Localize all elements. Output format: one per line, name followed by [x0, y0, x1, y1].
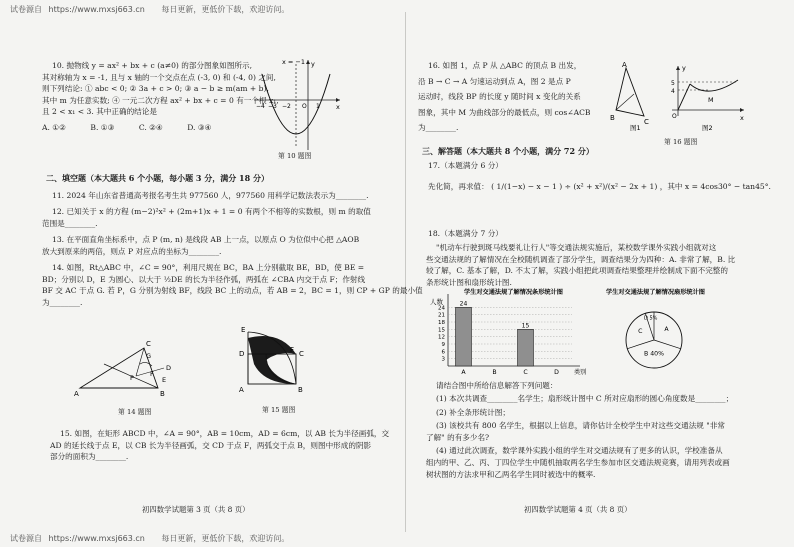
q10-line-3: 则下列结论: ① abc < 0; ② 3a + c > 0; ③ a − b ≥ m(am + b),	[42, 84, 269, 94]
right-page	[406, 0, 794, 547]
q16-line-5: 为________.	[418, 123, 459, 133]
q16-line-1: 16. 如图 1，点 P 从 △ABC 的顶点 B 出发，	[428, 61, 582, 70]
q12-line-2: 范围是________.	[42, 218, 98, 228]
site-label: 试卷源自	[10, 5, 42, 14]
q14-line-4: 为________.	[42, 297, 83, 307]
bar-chart-xtick-b: B	[492, 369, 497, 376]
q10-x-arrow	[336, 98, 340, 102]
q16-line-3: 运动时，线段 BP 的长度 y 随时间 x 变化的关系	[418, 92, 581, 102]
fig16-caption: 第 16 题图	[664, 138, 698, 146]
fig16-segment-bp	[616, 94, 634, 110]
q18-sub-3b: 了解" 的有多少名?	[426, 432, 490, 442]
q10-y-arrow	[306, 60, 310, 64]
q10-line-1: 10. 抛物线 y = ax² + bx + c (a≠0) 的部分图象如图所示,	[52, 61, 253, 70]
fig16-curve	[690, 80, 738, 91]
bar-chart-ytick-1: 6	[441, 349, 445, 356]
section-3-title: 三、解答题（本大题共 8 个小题，满分 72 分）	[422, 146, 594, 156]
question-16	[418, 60, 591, 134]
question-14	[42, 262, 423, 308]
bar-chart-ytick-6: 21	[438, 312, 445, 319]
fig15-label-c: C	[299, 350, 304, 358]
q18-subquestions	[426, 393, 734, 480]
q14-line-2: BD；分别以 D，E 为圆心、以大于 ½DE 的长为半径作弧，两弧在 ∠CBA 内交于点 F；作射线	[42, 274, 366, 284]
q10-options	[42, 122, 279, 134]
q18-sub-4c: 树状图的方法求甲和乙两名学生同时被选中的概率.	[426, 469, 596, 479]
q18-prompt: 请结合图中所给信息解答下列问题：	[436, 381, 558, 390]
pie-chart-label-c: C	[638, 328, 643, 336]
bar-chart-ytick-2: 9	[441, 342, 445, 348]
q18-line-2: 些交通法规的了解情况在全校随机调查了部分学生，调查结果分为四种：A. 非常了解，B. 比	[426, 254, 736, 264]
pie-chart-label-d: D 5%	[644, 315, 658, 322]
fig15-caption: 第 15 题图	[262, 406, 296, 414]
bar-chart-ytick-4: 15	[438, 327, 445, 334]
q18-label: 18.（本题满分 7 分）	[428, 229, 503, 238]
fig16-point-m: M	[708, 96, 714, 104]
fig14-label-e: E	[162, 376, 167, 384]
q18-sub-1: (1) 本次共调查________名学生；扇形统计图中 C 所对应扇形的圆心角度数是________；	[436, 394, 734, 403]
q10-parabola-graph	[252, 54, 344, 152]
q14-line-3: BF 交 AC 于点 G. 若 P，G 分别为射线 BF，线段 BC 上的动点，若 AB = 2，BC = 1，则 CP + GP 的最小值	[42, 286, 423, 296]
q18-line-4: 条形统计图和扇形统计图.	[426, 277, 512, 287]
q17-condition: ，其中 x = 4cos30° − tan45°.	[659, 182, 771, 191]
fig16-line-segment	[678, 84, 690, 110]
q15-line-3: 部分的面积为________.	[50, 452, 129, 462]
fig15-label-e: E	[241, 326, 246, 334]
q10-option-a[interactable]: A. ①②	[42, 122, 66, 132]
q10-tick-neg2: −2	[282, 103, 291, 110]
figure-16	[610, 60, 750, 132]
fig16-triangle-abc	[616, 68, 644, 116]
site-url[interactable]: https://www.mxsj663.cn	[48, 5, 145, 14]
q10-origin-label: O	[302, 103, 307, 110]
q10-axis-label: x = −1	[282, 58, 306, 66]
fig16-tick-5: 5	[671, 80, 675, 87]
q14-line-1: 14. 如图，Rt△ABC 中，∠C = 90°，利用尺规在 BC，BA 上分别截取 BE，BD，使 BE =	[52, 263, 365, 272]
fig16-x-label: x	[740, 114, 744, 122]
footer-site-url[interactable]: https://www.mxsj663.cn	[48, 534, 145, 543]
bar-chart-bar-c	[518, 329, 534, 366]
q10-option-c[interactable]: C. ②④	[138, 122, 163, 132]
q15-line-1: 15. 如图，在矩形 ABCD 中，∠A = 90°，AB = 10cm，AD = 6cm，以 AB 长为半径画弧，交	[60, 429, 390, 438]
right-page-footer: 初四数学试题第 4 页（共 8 页）	[524, 505, 632, 514]
q13-line-1: 13. 在平面直角坐标系中，点 P (m, n) 是线段 AB 上一点，以原点 O 为位似中心把 △AOB	[52, 235, 360, 244]
fig14-caption: 第 14 题图	[118, 408, 152, 416]
q17-prefix: 先化简，再求值：	[428, 182, 489, 191]
fig14-label-a: A	[74, 390, 79, 398]
fig16-tick-4: 4	[671, 88, 675, 95]
bar-chart-value-c: 15	[521, 322, 530, 330]
q18-sub-4: (4) 通过此次调查，数学课外实践小组的学生对交通法规有了更多的认识，学校准备从	[436, 446, 723, 456]
fig15-label-d: D	[239, 350, 245, 358]
q18-pie-chart	[602, 286, 722, 378]
q18-line-1: "机动车行驶到斑马线要礼让行人"等交通法规实施后，某校数学课外实践小组就对这	[436, 243, 717, 252]
bar-chart-xtick-d: D	[554, 369, 559, 376]
fig15-label-b: B	[298, 386, 303, 394]
site-slogan: 每日更新，更低价下载，欢迎访问。	[161, 5, 290, 14]
q12-line-1: 12. 已知关于 x 的方程 (m−2)²x² + (2m+1)x + 1 = 0 有两个不相等的实数根，则 m 的取值	[52, 207, 371, 216]
q17-label: 17.（本题满分 6 分）	[428, 161, 503, 170]
pie-chart-label-a: A	[664, 325, 669, 333]
fig16-label-b: B	[610, 114, 615, 122]
q18-sub-4b: 组内的甲、乙、丙、丁四位学生中随机抽取两名学生参加市区交通法规竞赛，请用列表或画	[426, 457, 730, 467]
bar-chart-ytick-0: 3	[441, 356, 445, 363]
bar-chart-bar-a	[456, 307, 472, 366]
footer-site-label: 试卷源自	[10, 534, 42, 543]
fig14-label-c: C	[146, 340, 151, 348]
q18-bar-chart	[420, 286, 590, 378]
fig16-fig2-caption: 图2	[702, 124, 713, 132]
fig16-y-arrow	[676, 66, 680, 70]
pie-chart-label-b: B 40%	[644, 350, 664, 358]
fig16-label-a: A	[622, 61, 627, 69]
bar-chart-ytick-3: 12	[438, 334, 445, 341]
q10-x-label: x	[336, 103, 340, 111]
bar-chart-title: 学生对交通法规了解情况条形统计图	[464, 289, 563, 296]
q10-option-b[interactable]: B. ①③	[90, 122, 115, 132]
q18-intro	[426, 242, 736, 288]
fig16-label-c: C	[644, 118, 649, 126]
q13-line-2: 放大到原来的两倍，则点 P 对应点的坐标为________.	[42, 246, 222, 256]
fig15-label-a: A	[239, 386, 244, 394]
fig15-label-f: F	[290, 346, 295, 354]
question-13	[42, 234, 360, 257]
question-11: 11. 2024 年山东省普通高考报名考生共 977560 人，977560 用科学记数法表示为________.	[52, 191, 369, 200]
bar-chart-xtick-c: C	[523, 369, 528, 376]
q18-sub-2: (2) 补全条形统计图；	[436, 407, 510, 417]
q10-line-5: 且 2 < x₁ < 3. 其中正确的结论是	[42, 107, 157, 117]
fig14-label-g: G	[146, 352, 152, 360]
fig16-origin: O	[672, 113, 677, 120]
question-10	[42, 60, 279, 134]
left-page-footer: 初四数学试题第 3 页（共 8 页）	[142, 505, 250, 514]
bar-chart-ytick-7: 24	[438, 305, 445, 312]
question-15	[50, 428, 390, 463]
pie-chart-title: 学生对交通法规了解情况扇形统计图	[606, 289, 705, 296]
figure-14	[74, 336, 194, 398]
fig16-y-label: y	[682, 64, 686, 72]
q10-tick-1: 1	[316, 103, 320, 110]
q18-line-3: 较了解，C. 基本了解，D. 不太了解，实践小组把此项调查结果整理并绘制成下面不完整的	[426, 266, 728, 276]
fig14-label-p: P	[130, 374, 134, 382]
footer-slogan: 每日更新，更低价下载，欢迎访问。	[161, 534, 290, 543]
q10-option-d[interactable]: D. ③④	[187, 122, 212, 132]
pie-chart-divider-2	[627, 340, 654, 349]
q10-tick-neg3: −3	[268, 103, 277, 110]
q10-tick-neg4: −4	[256, 103, 265, 110]
fig16-fig1-caption: 图1	[630, 124, 641, 132]
fig16-x-arrow	[740, 108, 744, 112]
q16-line-4: 图象，其中 M 为曲线部分的最低点，则 cos∠ACB	[418, 107, 591, 117]
figure-15	[236, 324, 316, 394]
q10-y-label: y	[311, 60, 315, 68]
question-12	[42, 206, 371, 229]
fig14-label-f: F	[150, 370, 154, 378]
fig14-label-d: D	[166, 364, 172, 372]
bar-chart-ylabel: 人数	[430, 298, 443, 306]
q10-line-2: 其对称轴为 x = -1, 且与 x 轴的一个交点在点 (-3, 0) 和 (-4, 0) 之间,	[42, 72, 276, 82]
fig14-label-b: B	[160, 390, 165, 398]
bar-chart-xlabel: 类别	[574, 369, 587, 376]
fig15-shaded-region	[248, 336, 296, 384]
bar-chart-value-a: 24	[459, 300, 468, 308]
q15-line-2: AD 的延长线于点 E，以 CB 长为半径画弧，交 CD 于点 F，两弧交于点 B，则图中形成的阴影	[50, 440, 372, 450]
pie-chart-divider-1	[654, 340, 681, 349]
q10-caption: 第 10 题图	[278, 152, 312, 160]
q10-line-4: 其中 m 为任意实数; ④ 一元二次方程 ax² + bx + c = 0 有一个根 x₁,	[42, 95, 279, 105]
bar-chart-xtick-a: A	[461, 369, 466, 376]
q16-line-2: 沿 B → C → A 匀速运动到点 A，图 2 是点 P	[418, 76, 571, 86]
bar-chart-ytick-5: 18	[438, 320, 445, 326]
section-2-title: 二、填空题（本大题共 6 个小题，每小题 3 分，满分 18 分）	[46, 173, 269, 183]
q17-body	[428, 181, 771, 193]
q18-sub-3: (3) 该校共有 800 名学生，根据以上信息，请你估计全校学生中对这些交通法规 "非常	[436, 421, 725, 431]
bottom-footer	[10, 533, 289, 544]
q17-expression: ( 1/(1−x) − x − 1 ) ÷ (x² + x²)/(x² − 2x + 1)	[491, 182, 658, 191]
